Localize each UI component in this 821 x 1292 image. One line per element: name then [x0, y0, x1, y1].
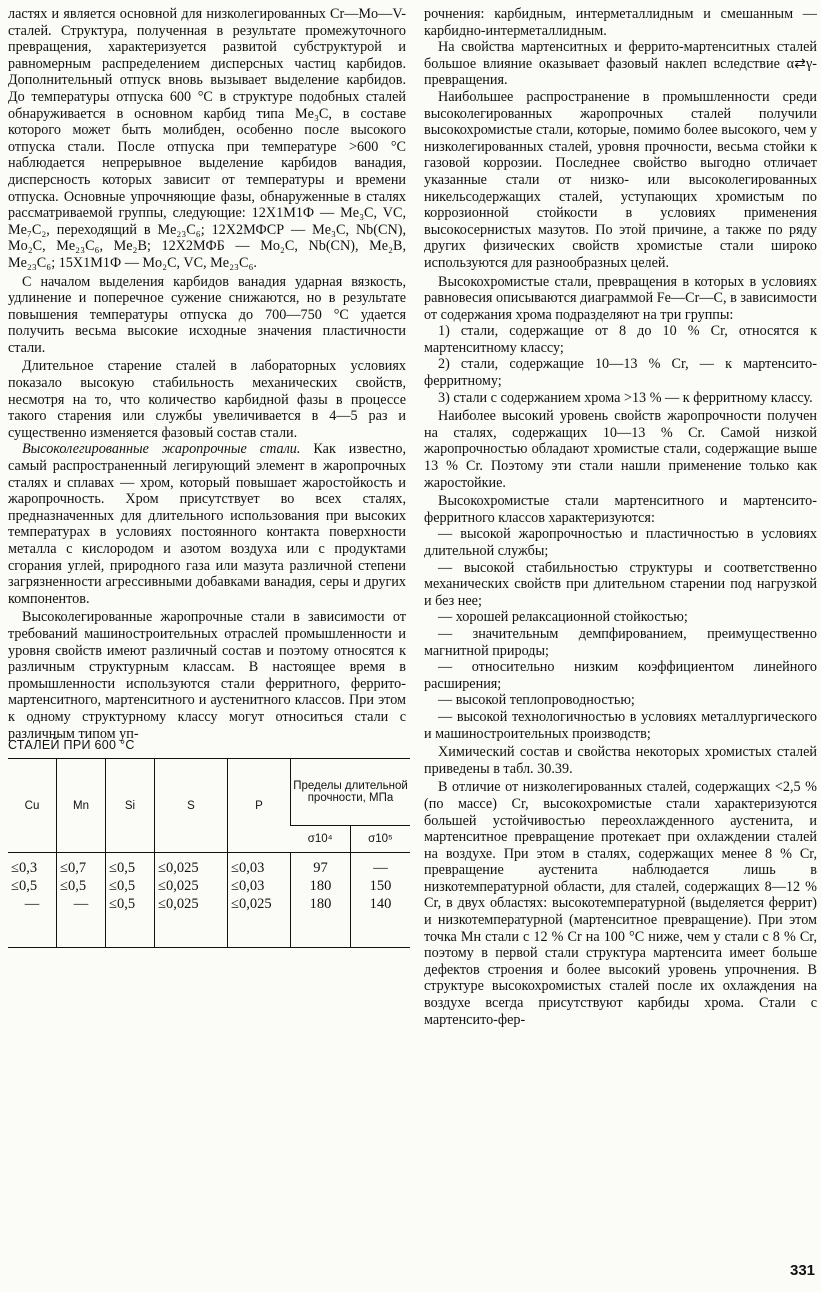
table-header-mn: Mn: [57, 759, 106, 853]
paragraph: ластях и является основной для низколегированных Cr—Mo—V-сталей. Структура, полученная в результате промежуточного превращения, характеризуется развитой субструктурой и равномерным распределением дисперсных частиц карбидов. Дополнительный отпуск вновь вызывает выделение карбидов. До температуры отпуска 600 °C в структуре подобных сталей обнаруживается в основном карбид типа Me₃C, в составе которого может быть молибден, особенно после высокого отпуска стали. После отпуска при температуре >600 °C наблюдается непрерывное выделение карбидов ванадия, дисперсность которых зависит от температуры и времени отпуска. Основные упрочняющие фазы, обнаруженные в сталях рассматриваемой группы, следующие: 12Х1М1Ф — Me₃C, VC, Me₇C₂, переходящий в Me₂₃C₆; 12Х2МФСР — Me₃C, Nb(CN), Mo₂C, Me₂₃C₆, Me₂B; 12Х2МФБ — Mo₂C, Nb(CN), Me₂B, Me₂₃C₆; 15Х1М1Ф — Mo₂C, VC, Me₂₃C₆.: [8, 6, 406, 271]
paragraph: Длительное старение сталей в лабораторных условиях показало высокую стабильность механических свойств, несмотря на то, что количество карбидной фазы в процессе такого старения или службы увеличивается в 4—5 раз и существенно изменяется фазовый состав стали.: [8, 358, 406, 441]
right-column: [424, 6, 817, 1028]
table-title: СТАЛЕЙ ПРИ 600 °C: [8, 738, 135, 752]
table-row: [8, 853, 410, 920]
list-item: — хорошей релаксационной стойкостью;: [438, 609, 688, 626]
left-column: [8, 6, 406, 742]
paragraph: Высоколегированные жаропрочные стали в зависимости от требований машиностроительных отраслей промышленности и уровня свойств имеют различный состав и поэтому относятся к различным структурным классам. В настоящее время в промышленности используются стали ферритного, феррито-мартенситного, мартенситного и аустенитного классов. При этом к одному структурному классу могут относиться стали с различным типом уп-: [8, 609, 406, 742]
table-header-si: Si: [106, 759, 155, 853]
section-text: Как известно, самый распространенный легирующий элемент в жаропрочных сталях и сплавах — хром, который повышает жаростойкость и жаропрочность. Хром присутствует во всех сталях, предназначенных для длительного использования при высоких температурах в условиях постоянного контакта поверхности металла с кислородом и азотом воздуха или с продуктами сгорания углей, природного газа или мазута различной степени загрязненности агрессивными добавками ванадия, серы и других компонентов.: [8, 441, 406, 607]
list-item: — значительным демпфированием, преимущественно магнитной природы;: [424, 625, 817, 659]
paragraph: Высокохромистые стали мартенситного и мартенсито-ферритного классов характеризуются:: [424, 493, 817, 526]
list-item: 1) стали, содержащие от 8 до 10 % Cr, относятся к мартенситному классу;: [424, 323, 817, 356]
table-header-p: P: [228, 759, 291, 853]
table-header-s: S: [155, 759, 228, 853]
paragraph: Химический состав и свойства некоторых хромистых сталей приведены в табл. 30.39.: [424, 744, 817, 777]
table-cell: 97 180 180: [291, 853, 351, 920]
list-item: 3) стали с содержанием хрома >13 % — к ферритному классу.: [438, 389, 813, 406]
table-header-sigma-105: σ10⁵: [350, 826, 410, 853]
list-item: — высокой стабильностью структуры и соответственно механических свойств при длительном старении под нагрузкой и без нее;: [424, 559, 817, 609]
list-item: — высокой технологичностью в условиях металлургического и машиностроительных производств;: [424, 708, 817, 742]
paragraph: Наибольшее распространение в промышленности среди высоколегированных жаропрочных сталей получили высокохромистые стали, которые, помимо более высокого, чем у низколегированных сталей, уровня прочности, весьма стойки к газовой коррозии. Последнее свойство выгодно отличает указанные стали от низко- или высоколегированных никельсодержащих сталей, уступающих хромистым по коррозионной стойкости в условиях применения высокосернистых мазутов. По этой причине, а также по ряду других физических свойств хромистые стали широко используются для разнообразных целей.: [424, 88, 817, 271]
table-header-cu: Cu: [8, 759, 57, 853]
table-spacer: [8, 919, 410, 948]
table-cell: ≤0,025 ≤0,025 ≤0,025: [155, 853, 228, 920]
section-heading: Высоколегированные жаропрочные стали.: [22, 441, 301, 458]
table-cell: ≤0,7 ≤0,5 —: [57, 853, 106, 920]
list-item: — относительно низким коэффициентом линейного расширения;: [424, 659, 817, 692]
paragraph: рочнения: карбидным, интерметаллидным и смешанным — карбидно-интерметаллидным.: [424, 6, 817, 39]
paragraph: Наиболее высокий уровень свойств жаропрочности получен на сталях, содержащих 10—13 % Cr. Самой низкой жаропрочностью обладают хромистые стали, содержащие выше 13 % Cr. Поэтому эти стали нашли применение только как жаростойкие.: [424, 408, 817, 491]
steel-table: [8, 758, 410, 948]
paragraph: В отличие от низколегированных сталей, содержащих <2,5 % (по массе) Cr, высокохромистые стали характеризуются большей устойчивостью переохлажденного аустенита, и мартенситное превращение протекает при охлаждении сталей на воздухе. При этом в сталях, содержащих менее 8 % Cr, превращение аустенита наблюдается лишь в низкотемпературной области, для сталей, содержащих 8—12 % Cr, в двух областях: высокотемпературной (выделяется феррит) и низкотемпературной (мартенситное превращение). При этом точка Mн стали с 12 % Cr на 100 °C ниже, чем у стали с 8 % Cr, поэтому в первой стали структура мартенсита имеет больше дефектов строения и более высокий уровень упрочнения. В структуре высокохромистых сталей после их охлаждения на воздухе всегда присутствуют карбиды хрома. Стали с мартенсито-фер-: [424, 779, 817, 1028]
list-item: — высокой теплопроводностью;: [438, 692, 635, 709]
paragraph: С началом выделения карбидов ванадия ударная вязкость, удлинение и поперечное сужение снижаются, но в результате повышения температуры отпуска до 700—750 °C удается получить весьма высокие исходные значения пластичности стали.: [8, 273, 406, 356]
list-item: — высокой жаропрочностью и пластичностью в условиях длительной службы;: [424, 526, 817, 559]
table-cell: ≤0,3 ≤0,5 —: [11, 860, 40, 912]
list-item: 2) стали, содержащие 10—13 % Cr, — к мартенсито-ферритному;: [424, 356, 817, 390]
table-cell: ≤0,5 ≤0,5 ≤0,5: [106, 853, 155, 920]
section-paragraph: [8, 441, 406, 607]
table-cell: — 150 140: [350, 853, 410, 920]
paragraph: На свойства мартенситных и феррито-мартенситных сталей большое влияние оказывает фазовый наклеп вследствие α⇄γ-превращения.: [424, 39, 817, 89]
table-header-strength: Пределы длительной прочности, МПа: [291, 759, 411, 826]
paragraph: Высокохромистые стали, превращения в которых в условиях равновесия описываются диаграммой Fe—Cr—C, в зависимости от содержания хрома подразделяют на три группы:: [424, 273, 817, 323]
table-cell: ≤0,03 ≤0,03 ≤0,025: [228, 853, 291, 920]
page-number: 331: [790, 1262, 816, 1279]
table-header-sigma-104: σ10⁴: [291, 826, 351, 853]
